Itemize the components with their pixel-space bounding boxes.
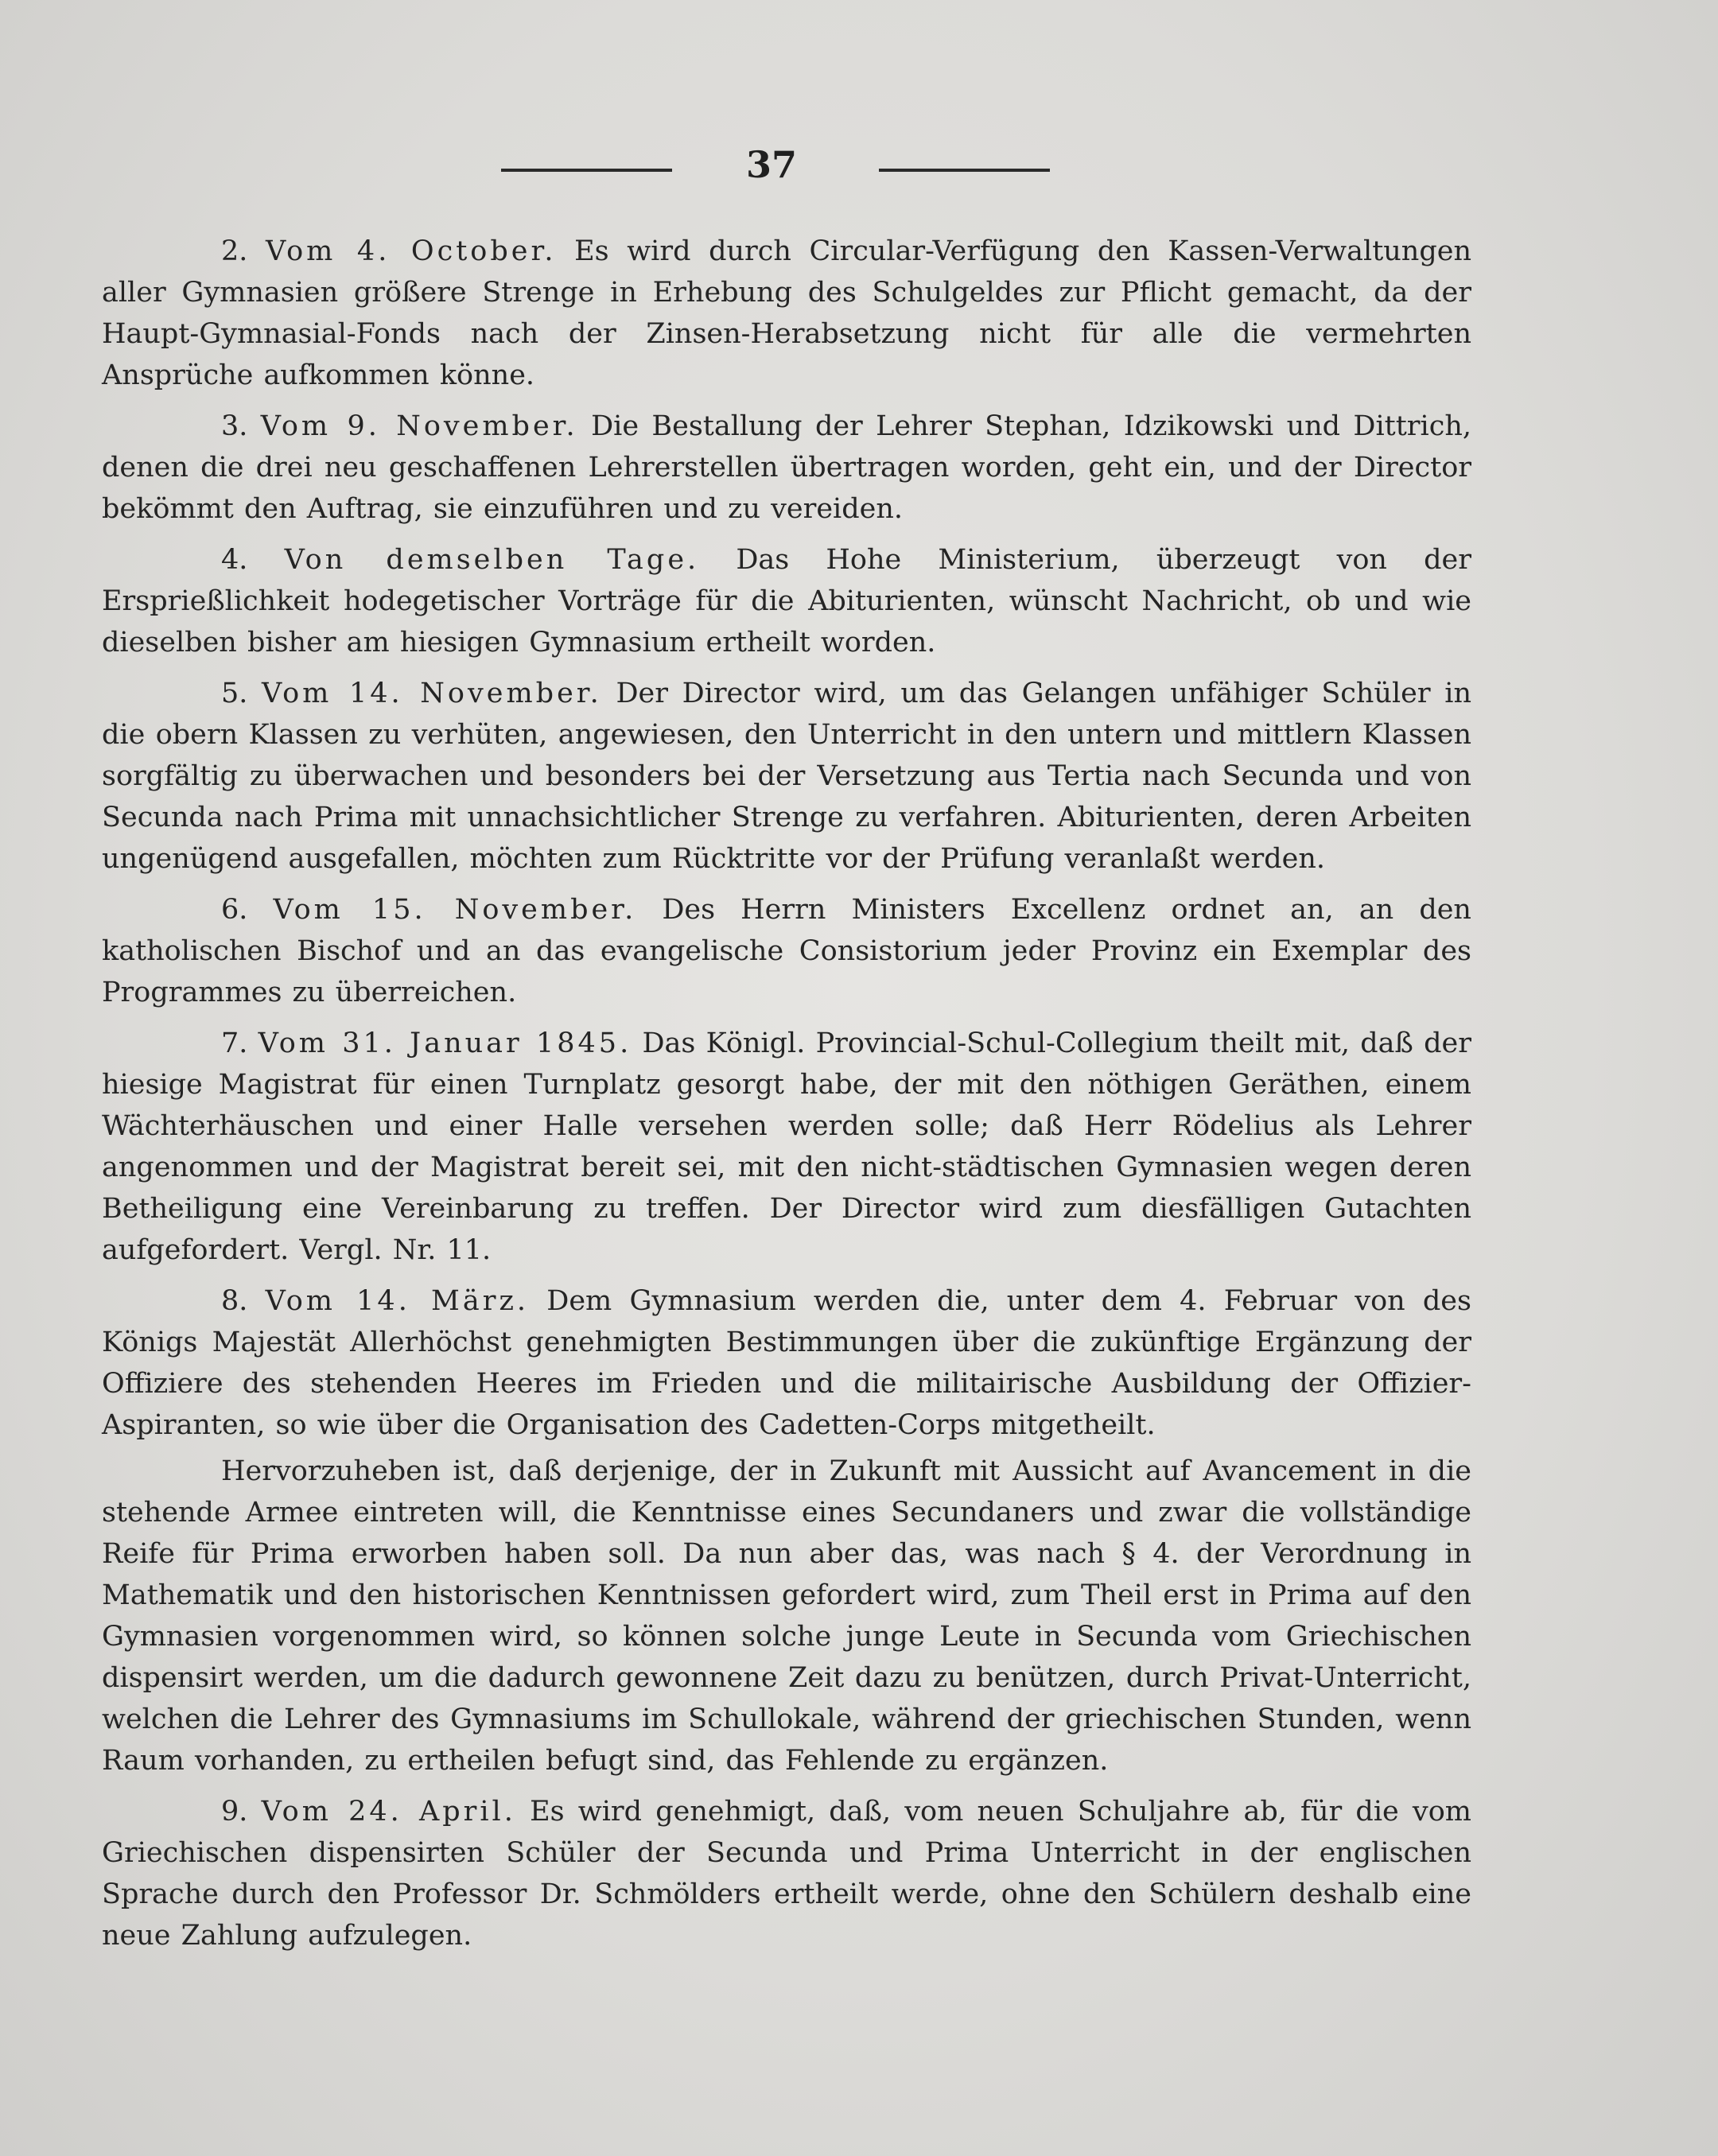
entry-number: 9. <box>221 1796 248 1828</box>
entry-heading: Vom 9. November. <box>260 410 578 442</box>
entry-8-continuation <box>102 1451 1471 1781</box>
entry-number: 2. <box>221 235 248 267</box>
entry-number: 8. <box>221 1285 248 1317</box>
entry-number: 5. <box>221 678 248 709</box>
header-rule-right <box>879 169 1050 172</box>
entry-heading: Vom 4. October. <box>266 235 557 267</box>
header-rule-left <box>501 169 672 172</box>
entry-number: 7. <box>221 1027 248 1059</box>
entry-text: Das Königl. Provincial-Schul-Collegium theilt mit, daß der hiesige Magistrat für einen Turnplatz gesorgt habe, der mit den nöthigen Geräthen, einem Wächterhäuschen und einer Halle versehen werden solle; daß Herr Rödelius als Lehrer angenommen und der Magistrat bereit sei, mit den nicht-städtischen Gymnasien wegen deren Betheiligung eine Vereinbarung zu treffen. Der Director wird zum diesfälligen Gutachten aufgefordert. Vergl. Nr. 11. <box>102 1027 1471 1266</box>
entry-heading: Vom 24. April. <box>261 1796 516 1828</box>
entry-5 <box>102 673 1471 880</box>
entry-8 <box>102 1280 1471 1446</box>
page-body <box>102 231 1471 1966</box>
entry-2 <box>102 231 1471 396</box>
entry-text: Die Bestallung der Lehrer Stephan, Idzikowski und Dittrich, denen die drei neu geschaffenen Lehrerstellen übertragen worden, geht ein, und der Director bekömmt den Auftrag, sie einzuführen und zu vereiden. <box>102 410 1471 525</box>
entry-text: Hervorzuheben ist, daß derjenige, der in Zukunft mit Aussicht auf Avancement in die stehende Armee eintreten will, die Kenntnisse eines Secundaners und zwar die vollständige Reife für Prima erworben haben soll. Da nun aber das, was nach § 4. der Verordnung in Mathematik und den historischen Kenntnissen gefordert wird, zum Theil erst in Prima auf den Gymnasien vorgenommen wird, so können solche junge Leute in Secunda vom Griechischen dispensirt werden, um die dadurch gewonnene Zeit dazu zu benützen, durch Privat-Unterricht, welchen die Lehrer des Gymnasiums im Schullokale, während der griechischen Stunden, wenn Raum vorhanden, zu ertheilen befugt sind, das Fehlende zu ergänzen. <box>102 1455 1471 1777</box>
entry-number: 6. <box>221 894 248 926</box>
entry-number: 3. <box>221 410 248 442</box>
entry-heading: Vom 14. November. <box>262 678 602 709</box>
entry-heading: Vom 15. November. <box>273 894 637 926</box>
entry-4 <box>102 539 1471 663</box>
entry-heading: Vom 31. Januar 1845. <box>258 1027 632 1059</box>
entry-heading: Vom 14. März. <box>265 1285 530 1317</box>
entry-9 <box>102 1791 1471 1956</box>
page-header <box>0 143 1718 191</box>
entry-7 <box>102 1023 1471 1271</box>
entry-number: 4. <box>221 544 248 576</box>
entry-6 <box>102 889 1471 1013</box>
entry-text: Es wird genehmigt, daß, vom neuen Schuljahre ab, für die vom Griechischen dispensirten Schüler der Secunda und Prima Unterricht in der englischen Sprache durch den Professor Dr. Schmölders ertheilt werde, ohne den Schülern deshalb eine neue Zahlung aufzulegen. <box>102 1796 1471 1952</box>
page-number: 37 <box>745 143 797 186</box>
entry-text: Es wird durch Circular-Verfügung den Kassen-Verwaltungen aller Gymnasien größere Strenge in Erhebung des Schulgeldes zur Pflicht gemacht, da der Haupt-Gymnasial-Fonds nach der Zinsen-Herabsetzung nicht für alle die vermehrten Ansprüche aufkommen könne. <box>102 235 1471 391</box>
entry-text: Der Director wird, um das Gelangen unfähiger Schüler in die obern Klassen zu verhüten, angewiesen, den Unterricht in den untern und mittlern Klassen sorgfältig zu überwachen und besonders bei der Versetzung aus Tertia nach Secunda und von Secunda nach Prima mit unnachsichtlicher Strenge zu verfahren. Abiturienten, deren Arbeiten ungenügend ausgefallen, möchten zum Rücktritte vor der Prüfung veranlaßt werden. <box>102 678 1471 875</box>
entry-text: Des Herrn Ministers Excellenz ordnet an, an den katholischen Bischof und an das evangelische Consistorium jeder Provinz ein Exemplar des Programmes zu überreichen. <box>102 894 1471 1008</box>
entry-heading: Von demselben Tage. <box>284 544 700 576</box>
entry-text: Dem Gymnasium werden die, unter dem 4. Februar von des Königs Majestät Allerhöchst genehmigten Bestimmungen über die zukünftige Ergänzung der Offiziere des stehenden Heeres im Frieden und die militairische Ausbildung der Offizier-Aspiranten, so wie über die Organisation des Cadetten-Corps mitgetheilt. <box>102 1285 1471 1441</box>
entry-text: Das Hohe Ministerium, überzeugt von der Ersprießlichkeit hodegetischer Vorträge für die Abiturienten, wünscht Nachricht, ob und wie dieselben bisher am hiesigen Gymnasium ertheilt worden. <box>102 544 1471 658</box>
entry-3 <box>102 406 1471 530</box>
